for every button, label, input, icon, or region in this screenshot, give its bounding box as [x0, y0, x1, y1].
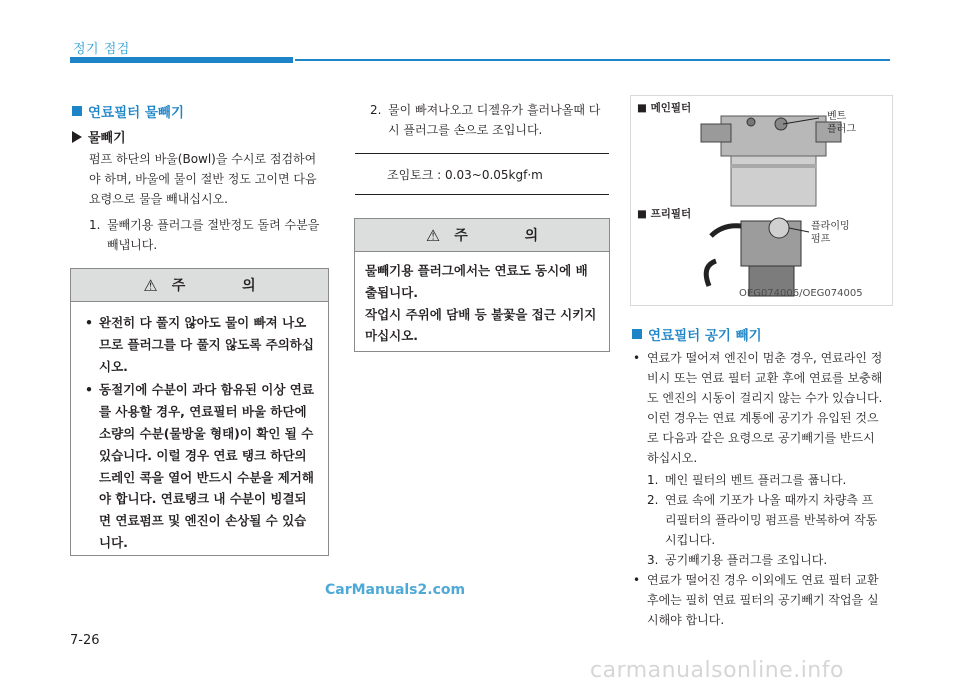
step-line: 연료 속에 기포가 나올 때까지 차량측 프: [665, 493, 874, 507]
bullet-dot-icon: •: [85, 315, 93, 330]
air-bleed-bullet-1: [633, 348, 893, 468]
step-number: 1.: [89, 218, 101, 232]
step-line: 리필터의 플라이밍 펌프를 반복하여 작동: [665, 513, 878, 527]
bullet-line: 시해야 합니다.: [647, 613, 725, 627]
caution-line: 동절기에 수분이 과다 함유된 이상 연료: [99, 382, 314, 398]
air-bleed-bullet-2: [633, 570, 893, 630]
caution-line: 있습니다. 이럴 경우 연료 탱크 하단의: [99, 447, 307, 463]
step-2: [370, 100, 615, 140]
subsection-title-text: 물빼기: [88, 131, 126, 146]
caution-line: 면 연료펌프 및 엔진이 손상될 수 있습: [99, 513, 307, 529]
callout-line: 벤트: [827, 111, 847, 122]
bullet-line: 연료가 떨어져 엔진이 멈춘 경우, 연료라인 정: [647, 351, 883, 365]
bullet-dot-icon: •: [85, 382, 93, 398]
caution-header: [355, 219, 609, 252]
header-bar-thick: [70, 57, 293, 63]
torque-spec: [355, 153, 609, 195]
step-line: 시킵니다.: [665, 533, 716, 547]
caution-line: 물빼기용 플러그에서는 연료도 동시에 배: [365, 263, 588, 278]
caution-body: [355, 252, 609, 347]
step-line: 물이 빠져나오고 디젤유가 흘러나올때 다: [388, 103, 601, 117]
triangle-bullet-icon: [72, 131, 82, 143]
caution-line: 야 합니다. 연료탱크 내 수분이 빙결되: [99, 491, 307, 507]
caution-line: 소량의 수분(물방울 형태)이 확인 될 수: [99, 425, 314, 441]
pre-filter-illustration: [706, 218, 809, 296]
main-filter-illustration: [701, 116, 841, 206]
step-number: 2.: [370, 103, 382, 117]
caution-line: 마십시오.: [365, 328, 419, 344]
caution-bullet: [85, 312, 314, 377]
section-title-water-drain: [72, 101, 184, 121]
main-filter-label: ■ 메인필터: [637, 102, 692, 114]
bullet-line: 이런 경우는 연료 계통에 공기가 유입된 것으: [647, 411, 879, 425]
step-line: 메인 필터의 벤트 플러그를 풉니다.: [665, 473, 847, 487]
intro-line: 요령으로 물을 빼내십시오.: [89, 192, 228, 206]
section-title-air-bleed: [632, 324, 762, 344]
page-number: 7-26: [70, 633, 100, 648]
intro-paragraph: [89, 149, 334, 209]
caution-bullet: [85, 379, 314, 553]
vent-plug-callout: [827, 110, 856, 136]
intro-line: 펌프 하단의 바울(Bowl)을 수시로 점검하여: [89, 152, 317, 166]
pre-filter-label: ■ 프리필터: [637, 208, 692, 220]
fuel-filter-image-panel: [630, 95, 893, 306]
step-line: 빼냅니다.: [107, 238, 158, 252]
step-line: 시 플러그를 손으로 조입니다.: [388, 123, 543, 137]
bullet-line: 하십시오.: [647, 451, 698, 465]
caution-line: 출됩니다.: [365, 284, 419, 300]
air-bleed-step-1: [647, 470, 892, 490]
caution-title: 주 의: [454, 228, 565, 244]
site-watermark: carmanualsonline.info: [590, 658, 844, 683]
caution-line: 므로 플러그를 다 풀지 않도록 주의하십: [99, 336, 314, 352]
torque-text: 조임토크 : 0.03~0.05kgf·m: [387, 167, 543, 182]
subsection-title: [72, 127, 126, 146]
callout-line: 플라이밍: [811, 221, 850, 232]
header-title: 정기 점검: [73, 42, 130, 57]
bullet-line: 연료가 떨어진 경우 이외에도 연료 필터 교환: [647, 573, 879, 587]
caution-line: 시오.: [99, 358, 128, 374]
caution-body: [71, 302, 328, 554]
callout-line: 펌프: [811, 234, 831, 245]
caution-line: 니다.: [99, 534, 128, 550]
step-number: 1.: [647, 473, 659, 487]
priming-pump-callout: [811, 220, 850, 246]
caution-line: 작업시 주위에 담배 등 불꽃을 접근 시키지: [365, 306, 597, 322]
step-number: 2.: [647, 493, 659, 507]
watermark-link[interactable]: CarManuals2.com: [325, 582, 466, 598]
caution-box-middle: [354, 218, 610, 352]
bullet-line: 로 다음과 같은 요령으로 공기빼기를 반드시: [647, 431, 875, 445]
step-line: 물빼기용 플러그를 절반정도 돌려 수분을: [107, 218, 320, 232]
air-bleed-step-3: [647, 550, 892, 570]
warning-triangle-icon: ⚠: [143, 275, 158, 295]
bullet-dot-icon: •: [633, 573, 641, 587]
bullet-dot-icon: •: [633, 351, 641, 365]
square-bullet-icon: [632, 329, 642, 339]
intro-line: 야 하며, 바울에 물이 절반 정도 고이면 다음: [89, 172, 317, 186]
warning-triangle-icon: ⚠: [425, 225, 441, 245]
square-bullet-icon: [72, 106, 82, 116]
section-title-text: 연료필터 물빼기: [88, 105, 184, 121]
bullet-line: 비시 또는 연료 필터 교환 후에 연료를 보충해: [647, 371, 883, 385]
caution-line: 를 사용할 경우, 연료필터 바울 하단에: [99, 404, 307, 420]
caution-header: [71, 269, 328, 302]
caution-line: 드레인 콕을 열어 반드시 수분을 제거해: [99, 469, 314, 485]
caution-title: 주 의: [171, 278, 282, 294]
caution-line: 완전히 다 풀지 않아도 물이 빠져 나오: [99, 315, 307, 330]
image-code: OEG074006/OEG074005: [739, 288, 863, 299]
header-bar-thin: [295, 59, 890, 61]
bullet-line: 후에는 필히 연료 필터의 공기빼기 작업을 실: [647, 593, 879, 607]
air-bleed-step-2: [647, 490, 892, 550]
step-1: [89, 215, 334, 255]
step-number: 3.: [647, 553, 659, 567]
callout-line: 플러그: [827, 124, 856, 135]
section-title-text: 연료필터 공기 빼기: [648, 328, 762, 344]
caution-box-left: [70, 268, 329, 556]
step-line: 공기빼기용 플러그를 조입니다.: [665, 553, 828, 567]
bullet-line: 도 엔진의 시동이 걸리지 않는 수가 있습니다.: [647, 391, 883, 405]
